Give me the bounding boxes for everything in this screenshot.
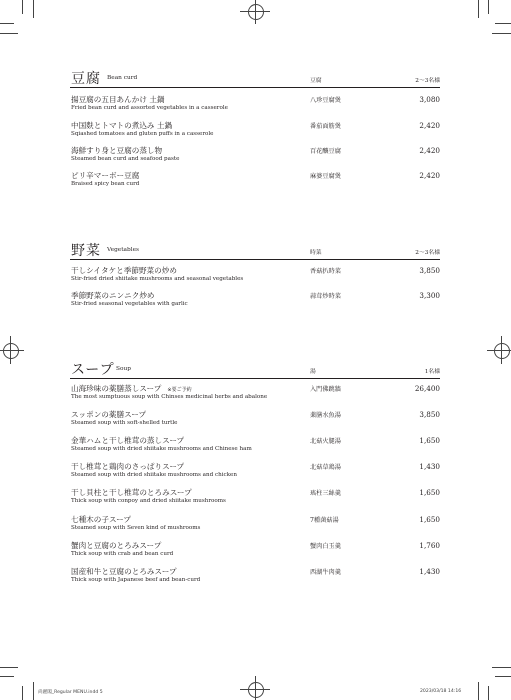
menu-item bbox=[70, 435, 440, 461]
column-chinese-label: 湯 bbox=[310, 369, 316, 375]
menu-item bbox=[70, 383, 440, 409]
item-name-ja: 中国麩とトマトの煮込み 土鍋 bbox=[71, 121, 173, 130]
item-name-en: Steamed soup with dried shiitake mushrooms and chicken bbox=[71, 472, 237, 478]
item-name-ja: 国産和牛と豆腐のとろみスープ bbox=[71, 567, 177, 576]
item-price: 3,300 bbox=[419, 291, 440, 300]
item-name-ja: 干し貝柱と干し椎茸のとろみスープ bbox=[71, 488, 192, 497]
menu-item bbox=[70, 409, 440, 435]
item-name-cn: 番茄面筋煲 bbox=[310, 123, 341, 130]
item-price: 2,420 bbox=[419, 171, 440, 180]
print-date-label: 2023/03/18 14:16 bbox=[420, 689, 462, 694]
section-subtitle: Vegetables bbox=[107, 247, 139, 253]
menu-item bbox=[70, 120, 440, 146]
item-name-ja bbox=[71, 383, 192, 394]
section-header bbox=[70, 359, 440, 379]
menu-item bbox=[70, 265, 440, 291]
item-name-cn: 麻婆豆腐煲 bbox=[310, 173, 341, 180]
section-header bbox=[70, 240, 440, 260]
section-header bbox=[70, 68, 440, 88]
item-name-en: Steamed soup with Seven kind of mushrooms bbox=[71, 525, 201, 531]
item-price: 1,430 bbox=[419, 567, 440, 576]
item-name-cn: 蒜茸炒時菜 bbox=[310, 293, 341, 300]
divider bbox=[70, 259, 440, 260]
section-soup bbox=[70, 359, 440, 589]
item-name-ja: 金華ハムと干し椎茸の蒸しスープ bbox=[71, 436, 185, 445]
item-name-ja: スッポンの薬膳スープ bbox=[71, 410, 147, 419]
section-title: 野菜 bbox=[71, 243, 101, 259]
item-name-en: Braised spicy bean curd bbox=[71, 181, 140, 187]
item-name-en: Steamed bean curd and seafood paste bbox=[71, 156, 180, 162]
item-name-ja: 揚豆腐の五目あんかけ 土鍋 bbox=[71, 95, 165, 104]
item-name-ja-text: 山海珍味の薬膳蒸しスープ bbox=[71, 384, 162, 393]
menu-item bbox=[70, 461, 440, 487]
section-title: 豆腐 bbox=[71, 71, 101, 87]
item-name-en: Thick soup with Japanese beef and bean-curd bbox=[71, 577, 201, 583]
item-name-cn: 瑤柱三絲羹 bbox=[310, 490, 341, 497]
menu-item bbox=[70, 566, 440, 592]
section-subtitle: Soup bbox=[116, 366, 131, 372]
item-name-cn: 入門佛跳牆 bbox=[310, 386, 341, 393]
item-name-ja: 干し椎茸と鶏肉のさっぱりスープ bbox=[71, 462, 185, 471]
item-name-cn: 香菇扒時菜 bbox=[310, 268, 341, 275]
item-price: 1,650 bbox=[419, 436, 440, 445]
item-price: 26,400 bbox=[414, 384, 440, 393]
item-name-ja: ピリ辛マーボー豆腐 bbox=[71, 171, 140, 180]
item-name-cn: 北菇火腿湯 bbox=[310, 438, 341, 445]
item-price: 1,430 bbox=[419, 462, 440, 471]
item-name-en: Steamed soup with soft-shelled turtle bbox=[71, 420, 178, 426]
item-name-ja: 蟹肉と豆腐のとろみスープ bbox=[71, 541, 162, 550]
item-name-en: The most sumptuous soup with Chinses medicinal herbs and abalone bbox=[71, 394, 268, 400]
item-name-cn: 百花釀豆腐 bbox=[310, 148, 341, 155]
item-name-ja: 干しシイタケと季節野菜の炒め bbox=[71, 266, 177, 275]
section-title: スープ bbox=[71, 362, 115, 378]
menu-item bbox=[70, 170, 440, 196]
column-chinese-label: 時菜 bbox=[310, 250, 322, 256]
menu-item bbox=[70, 94, 440, 120]
item-price: 3,850 bbox=[419, 410, 440, 419]
column-size-label: 2～3名様 bbox=[415, 78, 440, 84]
item-name-cn: 7種菌菇湯 bbox=[310, 517, 339, 524]
item-name-cn: 八珍豆腐煲 bbox=[310, 97, 341, 104]
section-vegetables bbox=[70, 240, 440, 320]
divider bbox=[70, 87, 440, 88]
item-name-en: Sqiashed tomatoes and gluten puffs in a casserole bbox=[71, 131, 214, 137]
divider bbox=[70, 378, 440, 379]
item-name-en: Stir-fried dried shiitake mushrooms and seasonal vegetables bbox=[71, 276, 244, 282]
column-size-label: 2～3名様 bbox=[415, 250, 440, 256]
section-bean-curd bbox=[70, 68, 440, 198]
column-chinese-label: 豆腐 bbox=[310, 78, 322, 84]
item-price: 2,420 bbox=[419, 121, 440, 130]
item-name-en: Thick soup with conpoy and dried shiitake mushrooms bbox=[71, 498, 226, 504]
menu-item bbox=[70, 290, 440, 316]
item-name-en: Thick soup with crab and bean curd bbox=[71, 551, 174, 557]
item-price: 2,420 bbox=[419, 146, 440, 155]
item-name-ja: 七種木の子スープ bbox=[71, 515, 131, 524]
item-name-cn: 蟹肉白玉羹 bbox=[310, 543, 341, 550]
item-price: 1,650 bbox=[419, 515, 440, 524]
item-name-en: Steamed soup with dried shiitake mushrooms and Chinese ham bbox=[71, 446, 252, 452]
menu-item bbox=[70, 487, 440, 513]
menu-item bbox=[70, 540, 440, 566]
item-name-en: Fried bean curd and assorted vegetables in a casserole bbox=[71, 105, 228, 111]
print-file-label: 尚麗閣_Regular MENU.indd 5 bbox=[38, 690, 103, 695]
section-subtitle: Bean curd bbox=[107, 75, 138, 81]
reservation-note: ※要ご予約 bbox=[167, 387, 192, 393]
menu-item bbox=[70, 145, 440, 171]
item-price: 1,650 bbox=[419, 488, 440, 497]
item-name-cn: 北菇草鶏湯 bbox=[310, 464, 341, 471]
item-price: 1,760 bbox=[419, 541, 440, 550]
item-price: 3,850 bbox=[419, 266, 440, 275]
item-name-cn: 西湖牛肉羹 bbox=[310, 569, 341, 576]
item-name-ja: 季節野菜のニンニク炒め bbox=[71, 291, 155, 300]
item-name-en: Stir-fried seasonal vegetables with garlic bbox=[71, 301, 188, 307]
column-size-label: 1名様 bbox=[424, 369, 440, 375]
item-price: 3,080 bbox=[419, 95, 440, 104]
menu-item bbox=[70, 514, 440, 540]
item-name-ja: 海鮮すり身と豆腐の蒸し物 bbox=[71, 146, 163, 155]
item-name-cn: 薬膳水魚湯 bbox=[310, 412, 341, 419]
